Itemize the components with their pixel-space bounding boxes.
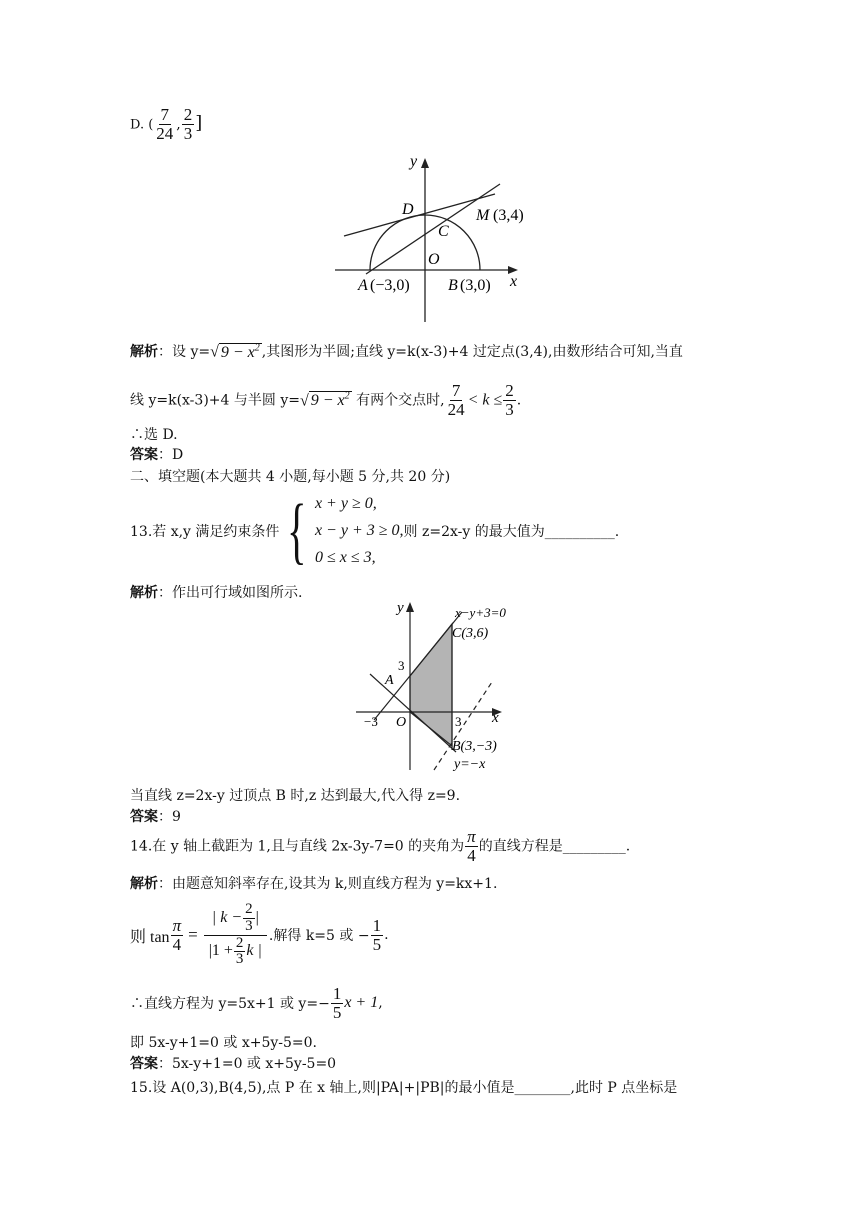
fraction-7-24: $\frac{7}{24}$ bbox=[156, 105, 174, 143]
q13-conclusion: 当直线 z=2x-y 过顶点 B 时,z 达到最大,代入得 z=9. bbox=[130, 788, 461, 804]
q13-answer: 答案：9 bbox=[130, 809, 181, 825]
y-axis-arrow bbox=[406, 602, 414, 612]
q14-equivalent: 即 5x-y+1=0 或 x+5y-5=0. bbox=[130, 1035, 317, 1051]
fig1-y-label: y bbox=[410, 153, 418, 170]
section-heading: 二、填空题(本大题共 4 小题,每小题 5 分,共 20 分) bbox=[130, 469, 451, 485]
fig1-o-label: O bbox=[428, 251, 440, 268]
fig1-b-coord: (3,0) bbox=[460, 277, 491, 294]
fig2-yneg-label: y=−x bbox=[454, 757, 486, 772]
fig1-c-label: C bbox=[438, 223, 449, 240]
fig2-c-label: C(3,6) bbox=[452, 626, 489, 641]
fig1-a-coord: (−3,0) bbox=[370, 277, 410, 294]
fig2-o-label: O bbox=[396, 715, 407, 730]
fig2-line-label: x−y+3=0 bbox=[455, 605, 506, 620]
q13-question: 13.若 x,y 满足约束条件 { x + y ≥ 0, x − y + 3 ≥ 0, 0 ≤ x ≤ 3, 则 z=2x-y 的最大值为__________. bbox=[130, 489, 620, 572]
q12-answer: 答案：D bbox=[130, 447, 184, 463]
semicircle-figure bbox=[330, 150, 530, 325]
system-brace: { bbox=[287, 489, 307, 572]
fig2-x-label: x bbox=[492, 710, 499, 726]
fig2-a-label: A bbox=[385, 673, 394, 688]
jiexi-label: 解析 bbox=[130, 344, 158, 360]
feasible-region-figure bbox=[352, 600, 522, 778]
q14-tan-equation: 则 tan $\frac{\pi}{4}$ = | k − $\frac{2}{3}$ | |1 + $\frac{2}{3}$ k | .解得 k=5 或 − $\frac{1}{5}$ . bbox=[130, 901, 389, 968]
q12-solution-line1: 解析：设 y=√ $9 - x^2$ ,其图形为半圆;直线 y=k(x-3)+4 过定点(3,4),由数形结合可知,当直 bbox=[130, 342, 683, 361]
fig2-y-label: y bbox=[397, 600, 404, 616]
fraction-2-3: $\frac{2}{3}$ bbox=[183, 105, 193, 143]
q12-choose: ∴选 D. bbox=[130, 427, 178, 443]
fig1-d-label: D bbox=[402, 201, 414, 218]
fig2-3x-label: 3 bbox=[455, 714, 462, 729]
option-d: D. ( $\frac{7}{24}$ , $\frac{2}{3}$ ] bbox=[130, 105, 203, 143]
constraint-system: x + y ≥ 0, x − y + 3 ≥ 0, 0 ≤ x ≤ 3, bbox=[314, 495, 404, 566]
fig1-x-label: x bbox=[510, 273, 518, 290]
q12-solution-line2: 线 y=k(x-3)+4 与半圆 y=√ $9 - x^2$ 有两个交点时, $\frac{7}{24}$ < k ≤ $\frac{2}{3}$ . bbox=[130, 381, 522, 419]
fig1-b-label: B bbox=[448, 277, 458, 294]
option-d-label: D. ( bbox=[130, 117, 154, 133]
q14-question: 14.在 y 轴上截距为 1,且与直线 2x-3y-7=0 的夹角为 $\frac{\pi}{4}$ 的直线方程是_________. bbox=[130, 827, 631, 865]
fig1-m-label: M bbox=[476, 207, 490, 224]
feasible-region bbox=[410, 624, 452, 746]
q14-lines: ∴直线方程为 y=5x+1 或 y=− $\frac{1}{5}$ x + 1 , bbox=[130, 984, 383, 1022]
y-axis-arrow bbox=[421, 158, 429, 168]
fig2-neg3-label: −3 bbox=[364, 714, 378, 729]
q15-question: 15.设 A(0,3),B(4,5),点 P 在 x 轴上,则|PA|+|PB|的最小值是________,此时 P 点坐标是 bbox=[130, 1080, 678, 1096]
tangent-line-md bbox=[344, 194, 495, 236]
tan-big-fraction: | k − $\frac{2}{3}$ | |1 + $\frac{2}{3}$ k | bbox=[203, 902, 268, 968]
sqrt-9-minus-x2-b: √ $9 - x^2$ bbox=[299, 390, 350, 409]
sqrt-9-minus-x2: √ $9 - x^2$ bbox=[210, 342, 260, 361]
daan-label: 答案 bbox=[130, 447, 158, 463]
q13-solution: 解析：作出可行域如图所示. bbox=[130, 585, 303, 601]
fig1-a-label: A bbox=[358, 277, 368, 294]
q14-solution: 解析：由题意知斜率存在,设其为 k,则直线方程为 y=kx+1. bbox=[130, 876, 498, 892]
fig2-3y-label: 3 bbox=[398, 658, 405, 673]
fig2-b-label: B(3,−3) bbox=[452, 739, 497, 754]
fig1-m-coord: (3,4) bbox=[493, 207, 524, 224]
q14-answer: 答案：5x-y+1=0 或 x+5y-5=0 bbox=[130, 1056, 337, 1072]
